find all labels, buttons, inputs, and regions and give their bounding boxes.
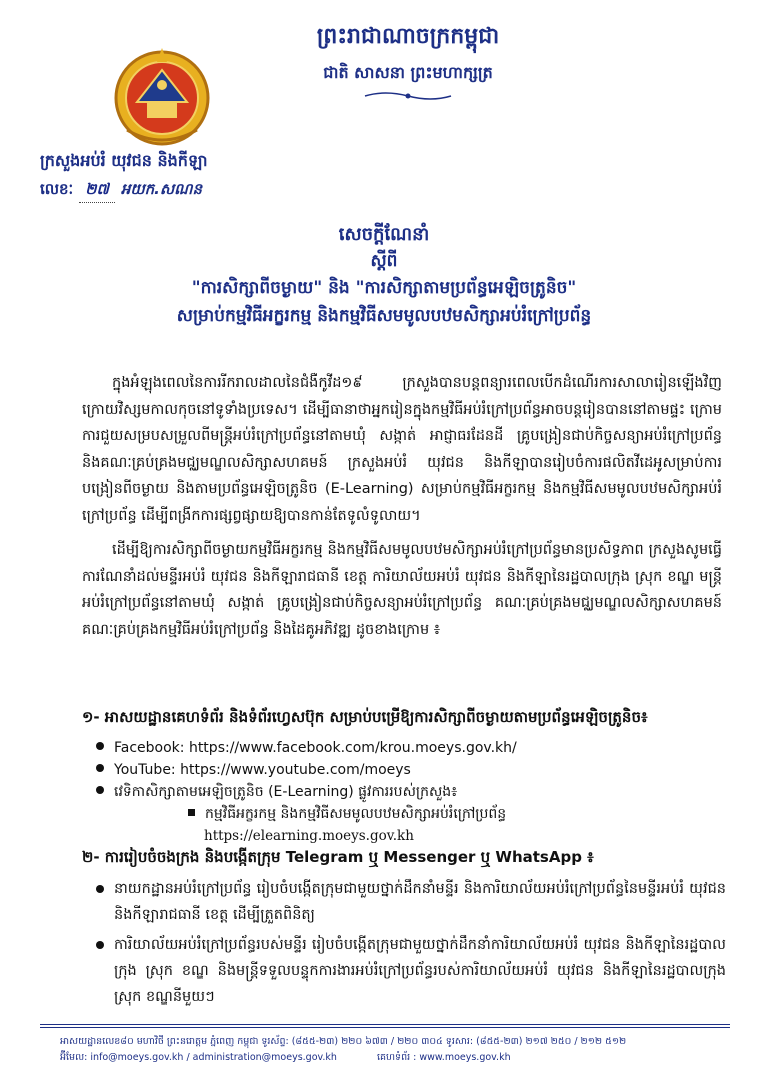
reference-suffix: អយក.សណន bbox=[120, 180, 202, 198]
facebook-link[interactable]: Facebook: https://www.facebook.com/krou.moeys.gov.kh/ bbox=[114, 740, 517, 756]
youtube-link[interactable]: YouTube: https://www.youtube.com/moeys bbox=[114, 762, 411, 778]
list-item bbox=[96, 737, 716, 759]
elearning-label: វេទិកាសិក្សាតាមអេឡិចត្រូនិច (E-Learning) ផ្លូវការរបស់ក្រសួង៖ bbox=[114, 784, 458, 800]
list-item bbox=[96, 876, 726, 928]
subject-line: "ការសិក្សាពីចម្ងាយ" និង "ការសិក្សាតាមប្រព័ន្ធអេឡិចត្រូនិច" bbox=[191, 278, 577, 298]
bullet-icon bbox=[96, 786, 104, 794]
footer-website[interactable]: គេហទំព័រ : www.moeys.gov.kh bbox=[376, 1052, 511, 1063]
document-body bbox=[82, 370, 722, 651]
square-bullet-icon bbox=[188, 809, 195, 816]
ministry-seal-icon bbox=[107, 40, 217, 150]
document-type: សេចក្តីណែនាំ bbox=[338, 224, 430, 245]
kingdom-header bbox=[258, 22, 558, 102]
ministry-name: ក្រសួងអប់រំ យុវជន និងកីឡា bbox=[40, 151, 208, 170]
bullet-icon bbox=[96, 742, 104, 750]
list-subitem bbox=[188, 803, 716, 825]
section-heading: ១- អាសយដ្ឋានគេហទំព័រ និងទំព័រហ្វេសប៊ុក សម្រាប់បម្រើឱ្យការសិក្សាពីចម្ងាយតាមប្រព័ន្ធអេឡិចត្រូនិច៖ bbox=[82, 708, 648, 726]
national-motto: ជាតិ សាសនា ព្រះមហាក្សត្រ bbox=[323, 63, 493, 82]
bullet-icon bbox=[96, 885, 104, 893]
footer-divider bbox=[40, 1024, 730, 1025]
elearning-link[interactable]: https://elearning.moeys.gov.kh bbox=[204, 828, 414, 844]
list-item bbox=[96, 759, 716, 781]
section1-list bbox=[96, 737, 716, 847]
reference-number bbox=[40, 180, 202, 203]
program-line: សម្រាប់កម្មវិធីអក្ខរកម្ម និងកម្មវិធីសមមូលបឋមសិក្សាអប់រំក្រៅប្រព័ន្ធ bbox=[176, 306, 592, 326]
list-item-text: ការិយាល័យអប់រំក្រៅប្រព័ន្ធរបស់មន្ទីរ រៀបចំបង្កើតក្រុមជាមួយថ្នាក់ដឹកនាំការិយាល័យអប់រំ យុវជន និងកីឡានៃរដ្ឋបាលក្រុង ស្រុក ខណ្ឌ និងមន្ត្រីទទួលបន្ទុកការងារអប់រំក្រៅប្រព័ន្ធរបស់ការិយាល័យអប់រំ យុវជន និងកីឡានៃរដ្ឋបាលក្រុង ស្រុក ខណ្ឌនីមួយៗ bbox=[114, 937, 726, 1005]
bullet-icon bbox=[96, 764, 104, 772]
footer-address: អាសយដ្ឋានលេខ៨០ មហាវិថី ព្រះនរោត្តម ភ្នំពេញ កម្ពុជា ទូរស័ព្ទ: (៨៥៥-២៣) ២២០ ៦៧៣ / ២២០ ៣០៤ ទូរសារ: (៨៥៥-២៣) ២១៧ ២៥០ / ២១២ ៥១២ bbox=[60, 1036, 627, 1047]
list-item bbox=[96, 932, 726, 1010]
reference-value: ២៧ bbox=[79, 180, 115, 203]
list-item bbox=[96, 781, 716, 803]
footer-email[interactable]: អ៊ីមែល: info@moeys.gov.kh / administration@moeys.gov.kh bbox=[60, 1052, 337, 1063]
bullet-icon bbox=[96, 941, 104, 949]
reference-label: លេខៈ bbox=[40, 180, 74, 198]
about-label: ស្តីពី bbox=[370, 251, 398, 271]
paragraph: ដើម្បីឱ្យការសិក្សាពីចម្ងាយកម្មវិធីអក្ខរកម្ម និងកម្មវិធីសមមូលបឋមសិក្សាអប់រំក្រៅប្រព័ន្ធមានប្រសិទ្ធភាព ក្រសួងសូមធ្វើការណែនាំដល់មន្ទីរអប់រំ យុវជន និងកីឡារាជធានី ខេត្ត ការិយាល័យអប់រំ យុវជន និងកីឡានៃរដ្ឋបាលក្រុង ស្រុក ខណ្ឌ មន្ត្រីអប់រំក្រៅប្រព័ន្ធនៅតាមឃុំ សង្កាត់ គ្រូបង្រៀនជាប់កិច្ចសន្យាអប់រំក្រៅប្រព័ន្ធ គណៈគ្រប់គ្រងមជ្ឈមណ្ឌលសិក្សាសហគមន៍ គណៈគ្រប់គ្រងកម្មវិធីអប់រំក្រៅប្រព័ន្ធ និងដៃគូអភិវឌ្ឍ ដូចខាងក្រោម ៖ bbox=[82, 542, 722, 638]
ornament-divider-icon bbox=[363, 90, 453, 102]
paragraph: ក្នុងអំឡុងពេលនៃការរីករាលដាលនៃជំងឺកូវីដ១៩ ក្រសួងបានបន្តពន្យារពេលបើកដំណើរការសាលារៀនឡើងវិញក្រោយវិស្សមកាលកុចនៅទូទាំងប្រទេស។ ដើម្បីធានាថាអ្នករៀនក្នុងកម្មវិធីអប់រំក្រៅប្រព័ន្ធអាចបន្តរៀនបាននៅតាមផ្ទះ ក្រោមការជួយសម្របសម្រួលពីមន្ត្រីអប់រំក្រៅប្រព័ន្ធនៅតាមឃុំ សង្កាត់ អាជ្ញាធរដែនដី គ្រូបង្រៀនជាប់កិច្ចសន្យាអប់រំក្រៅប្រព័ន្ធ និងគណៈគ្រប់គ្រងមជ្ឈមណ្ឌលសិក្សាសហគមន៍ ក្រសួងអប់រំ យុវជន និងកីឡាបានរៀបចំការផលិតវីដេអូសម្រាប់ការបង្រៀនពីចម្ងាយ និងតាមប្រព័ន្ធអេឡិចត្រូនិច (E-Learning) សម្រាប់កម្មវិធីអក្ខរកម្ម និងកម្មវិធីសមមូលបឋមសិក្សាអប់រំក្រៅប្រព័ន្ធ ដើម្បីពង្រីកការផ្សព្វផ្សាយឱ្យបានកាន់តែទូលំទូលាយ។ bbox=[82, 375, 722, 524]
section-heading: ២- ការរៀបចំចងក្រង និងបង្កើតក្រុម Telegram ឬ Messenger ឬ WhatsApp ៖ bbox=[82, 848, 594, 866]
document-title-block bbox=[40, 222, 728, 330]
kingdom-name: ព្រះរាជាណាចក្រកម្ពុជា bbox=[316, 24, 500, 49]
footer bbox=[60, 1034, 730, 1066]
list-item-text: នាយកដ្ឋានអប់រំក្រៅប្រព័ន្ធ រៀបចំបង្កើតក្រុមជាមួយថ្នាក់ដឹកនាំមន្ទីរ និងការិយាល័យអប់រំក្រៅប្រព័ន្ធនៃមន្ទីរអប់រំ យុវជន និងកីឡារាជធានី ខេត្ត ដើម្បីត្រួតពិនិត្យ bbox=[114, 881, 726, 923]
footer-divider bbox=[40, 1027, 730, 1028]
subitem-label: កម្មវិធីអក្ខរកម្ម និងកម្មវិធីសមមូលបឋមសិក្សាអប់រំក្រៅប្រព័ន្ធ bbox=[205, 806, 507, 822]
section2-list bbox=[96, 876, 726, 1014]
